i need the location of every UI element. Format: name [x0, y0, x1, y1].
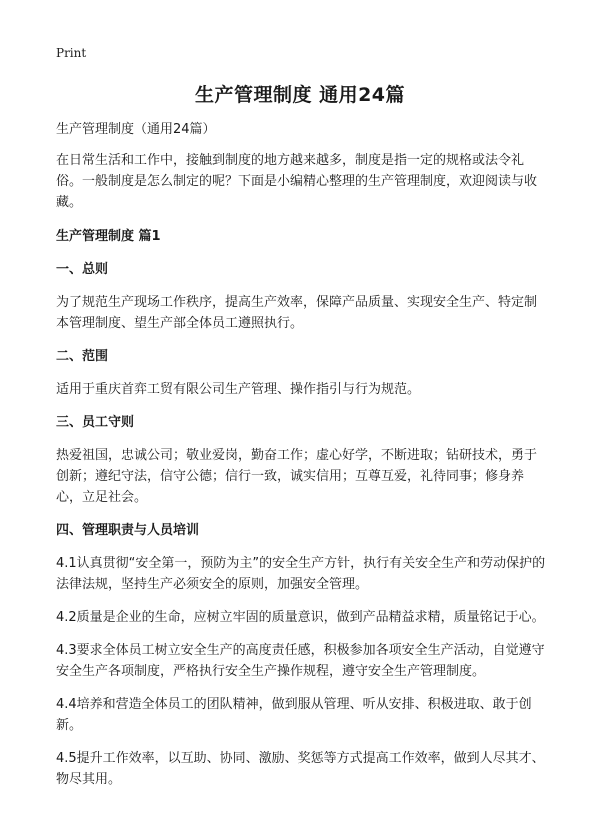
section-title: 生产管理制度 篇1 [56, 229, 161, 244]
intro-paragraph: 在日常生活和工作中，接触到制度的地方越来越多，制度是指一定的规格或法令礼俗。一般制度是怎么制定的呢？下面是小编精心整理的生产管理制度，欢迎阅读与收藏。 [56, 153, 538, 210]
paragraph-general: 为了规范生产现场工作秩序，提高生产效率，保障产品质量、实现安全生产、特定制本管理制度、望生产部全体员工遵照执行。 [56, 295, 538, 331]
print-label[interactable]: Print [56, 46, 87, 60]
heading-management: 四、管理职责与人员培训 [56, 523, 200, 538]
page-title: 生产管理制度 通用24篇 [194, 84, 406, 106]
heading-code: 三、员工守则 [56, 415, 135, 430]
list-item: 4.5提升工作效率，以互助、协同、激励、奖惩等方式提高工作效率，做到人尽其才、物尽其用。 [56, 751, 545, 787]
paragraph-scope: 适用于重庆首弈工贸有限公司生产管理、操作指引与行为规范。 [56, 382, 421, 397]
list-item: 4.1认真贯彻“安全第一，预防为主”的安全生产方针，执行有关安全生产和劳动保护的法律法规，坚持生产必须安全的原则，加强安全管理。 [56, 556, 546, 592]
document-body [56, 119, 548, 802]
heading-scope: 二、范围 [56, 349, 109, 364]
list-item: 4.4培养和营造全体员工的团队精神，做到服从管理、听从安排、积极进取、敢于创新。 [56, 697, 532, 733]
list-item: 4.2质量是企业的生命，应树立牢固的质量意识，做到产品精益求精，质量铭记于心。 [56, 610, 545, 625]
heading-general: 一、总则 [56, 262, 109, 277]
list-item: 4.3要求全体员工树立安全生产的高度责任感，积极参加各项安全生产活动，自觉遵守安全生产各项制度，严格执行安全生产操作规程，遵守安全生产管理制度。 [56, 643, 545, 679]
paragraph-code: 热爱祖国，忠诚公司；敬业爱岗，勤奋工作；虚心好学，不断进取；钻研技术，勇于创新；遵纪守法，信守公德；信行一致，诚实信用；互尊互爱，礼待同事；修身养心，立足社会。 [56, 448, 538, 505]
document-subtitle: 生产管理制度（通用24篇） [56, 122, 216, 137]
